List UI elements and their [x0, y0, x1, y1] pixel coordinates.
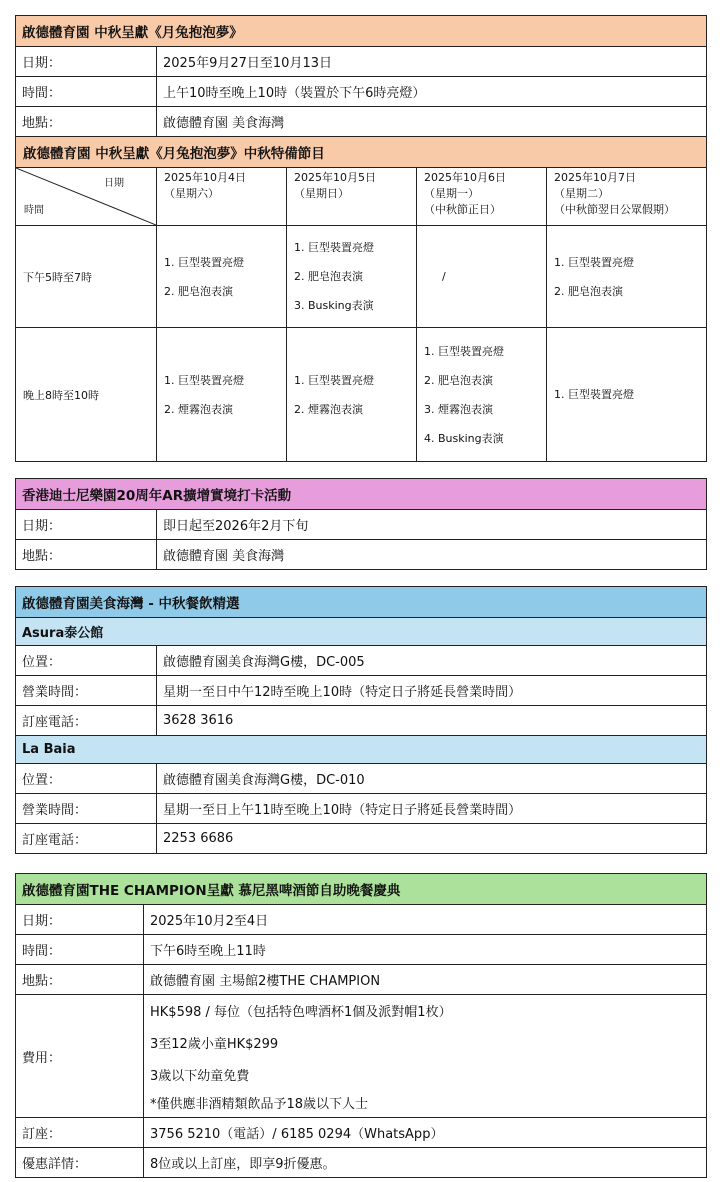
- disney-ar-title: 香港迪士尼樂園20周年AR擴增實境打卡活動: [16, 479, 707, 510]
- ar-venue-label: 地點：: [16, 540, 157, 570]
- asura-location-value: 啟德體育園美食海灣G樓，DC-005: [157, 646, 707, 676]
- dining-table: [15, 586, 707, 854]
- disney-ar-table: [15, 478, 707, 570]
- ar-date-value: 即日起至2026年2月下旬: [157, 510, 707, 540]
- fee-line-child: 3至12歲小童HK$299: [150, 1037, 279, 1052]
- okt-booking-label: 訂座：: [16, 1118, 144, 1148]
- asura-hours-label: 營業時間：: [16, 676, 157, 706]
- special-programme-table: [15, 136, 707, 462]
- slot2-day2: 1. 巨型裝置亮燈 2. 煙霧泡表演: [287, 328, 417, 462]
- exhibition-title: 啟德體育園 中秋呈獻《月兔抱泡夢》: [16, 16, 707, 47]
- slot1-day3: /: [417, 226, 547, 328]
- slot2-day3: 1. 巨型裝置亮燈 2. 肥皂泡表演 3. 煙霧泡表演 4. Busking表演: [417, 328, 547, 462]
- labaia-phone-label: 訂座電話：: [16, 824, 157, 854]
- labaia-location-label: 位置：: [16, 764, 157, 794]
- date-value: 2025年9月27日至10月13日: [157, 47, 707, 77]
- slot2-day4: 1. 巨型裝置亮燈: [547, 328, 707, 462]
- okt-booking-value: 3756 5210（電話）/ 6185 0294（WhatsApp）: [144, 1118, 707, 1148]
- fee-line-infant: 3歲以下幼童免費: [150, 1069, 250, 1084]
- okt-offer-value: 8位或以上訂座，即享9折優惠。: [144, 1148, 707, 1178]
- venue-value: 啟德體育園 美食海灣: [157, 107, 707, 137]
- restaurant-name-asura: Asura泰公館: [16, 618, 707, 646]
- oktoberfest-table: [15, 873, 707, 1178]
- corner-date-label: 日期: [104, 178, 124, 189]
- slot-time-2: 晚上8時至10時: [16, 328, 157, 462]
- labaia-hours-value: 星期一至日上午11時至晚上10時（特定日子將延長營業時間）: [157, 794, 707, 824]
- fee-line-note: *僅供應非酒精類飲品予18歲以下人士: [150, 1097, 369, 1112]
- asura-hours-value: 星期一至日中午12時至晚上10時（特定日子將延長營業時間）: [157, 676, 707, 706]
- okt-time-label: 時間：: [16, 935, 144, 965]
- okt-fee-label: 費用：: [16, 995, 144, 1118]
- okt-date-label: 日期：: [16, 905, 144, 935]
- exhibition-info-table: [15, 15, 707, 137]
- slot1-day4: 1. 巨型裝置亮燈 2. 肥皂泡表演: [547, 226, 707, 328]
- labaia-phone-value: 2253 6686: [157, 824, 707, 854]
- asura-location-label: 位置：: [16, 646, 157, 676]
- date-header-3: 2025年10月6日 （星期一） （中秋節正日）: [417, 168, 547, 226]
- slot2-day1: 1. 巨型裝置亮燈 2. 煙霧泡表演: [157, 328, 287, 462]
- okt-venue-value: 啟德體育園 主場館2樓THE CHAMPION: [144, 965, 707, 995]
- programme-title: 啟德體育園 中秋呈獻《月兔抱泡夢》中秋特備節目: [16, 137, 707, 168]
- ar-date-label: 日期：: [16, 510, 157, 540]
- labaia-hours-label: 營業時間：: [16, 794, 157, 824]
- date-label: 日期：: [16, 47, 157, 77]
- restaurant-name-labaia: La Baia: [16, 736, 707, 764]
- date-header-2: 2025年10月5日 （星期日）: [287, 168, 417, 226]
- okt-time-value: 下午6時至晚上11時: [144, 935, 707, 965]
- dining-title: 啟德體育園美食海灣 - 中秋餐飲精選: [16, 587, 707, 618]
- time-label: 時間：: [16, 77, 157, 107]
- asura-phone-value: 3628 3616: [157, 706, 707, 736]
- date-header-1: 2025年10月4日 （星期六）: [157, 168, 287, 226]
- corner-time-label: 時間: [24, 204, 44, 216]
- date-header-4: 2025年10月7日 （星期二） （中秋節翌日公眾假期）: [547, 168, 707, 226]
- okt-fee-value: [144, 995, 707, 1118]
- venue-label: 地點：: [16, 107, 157, 137]
- okt-venue-label: 地點：: [16, 965, 144, 995]
- asura-phone-label: 訂座電話：: [16, 706, 157, 736]
- ar-venue-value: 啟德體育園 美食海灣: [157, 540, 707, 570]
- oktoberfest-title: 啟德體育園THE CHAMPION呈獻 慕尼黑啤酒節自助晚餐慶典: [16, 874, 707, 905]
- fee-line-adult: HK$598 / 每位（包括特色啤酒杯1個及派對帽1枚）: [150, 1005, 452, 1020]
- slot-time-1: 下午5時至7時: [16, 226, 157, 328]
- slot1-day1: 1. 巨型裝置亮燈 2. 肥皂泡表演: [157, 226, 287, 328]
- corner-cell: [16, 168, 157, 226]
- okt-date-value: 2025年10月2至4日: [144, 905, 707, 935]
- labaia-location-value: 啟德體育園美食海灣G樓，DC-010: [157, 764, 707, 794]
- time-value: 上午10時至晚上10時（裝置於下午6時亮燈）: [157, 77, 707, 107]
- okt-offer-label: 優惠詳情：: [16, 1148, 144, 1178]
- slot1-day2: 1. 巨型裝置亮燈 2. 肥皂泡表演 3. Busking表演: [287, 226, 417, 328]
